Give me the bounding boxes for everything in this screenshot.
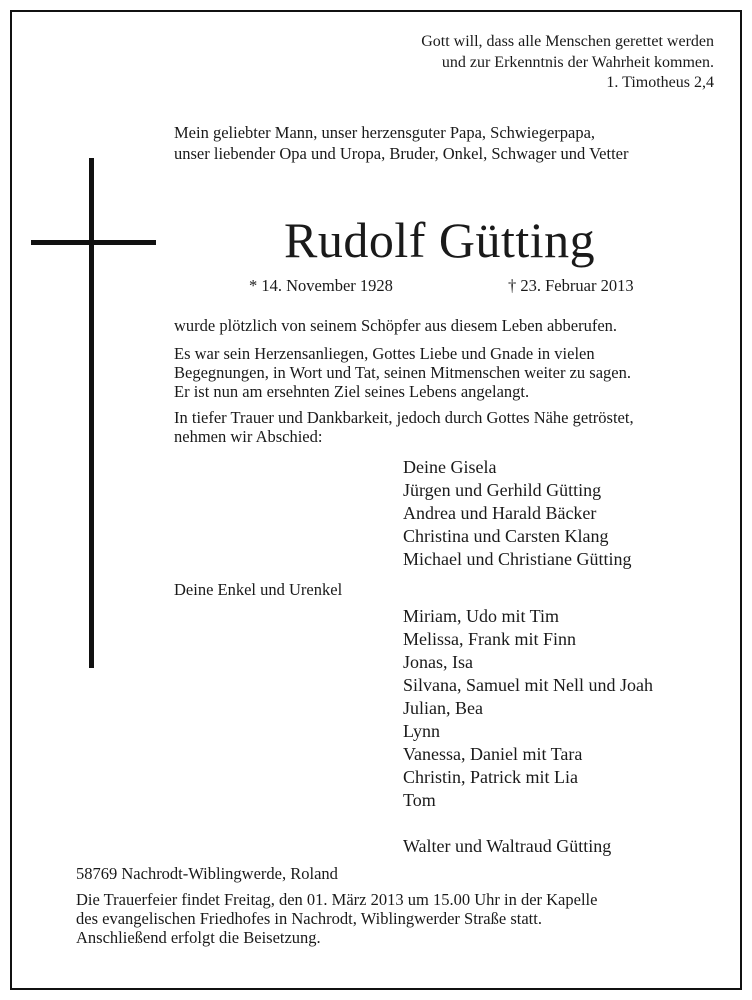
mourner-sibling: Walter und Waltraud Gütting <box>403 836 612 856</box>
mourner-entry: Deine Gisela <box>403 457 497 477</box>
mourner-entry: Michael und Christiane Gütting <box>403 549 632 569</box>
mourners-grandchildren <box>403 605 653 812</box>
verse-reference: 1. Timotheus 2,4 <box>606 74 714 91</box>
intro-text <box>174 122 628 164</box>
verse-line: und zur Erkenntnis der Wahrheit kommen. <box>441 53 714 71</box>
text-line: Er ist nun am ersehnten Ziel seines Lebens angelangt. <box>174 382 530 401</box>
mourner-entry: Julian, Bea <box>403 698 483 718</box>
address: 58769 Nachrodt-Wiblingwerde, Roland <box>76 864 338 883</box>
mourner-entry: Tom <box>403 790 436 810</box>
birth-date: * 14. November 1928 <box>249 276 393 295</box>
mourners-children <box>403 456 631 571</box>
text-line: wurde plötzlich von seinem Schöpfer aus diesem Leben abberufen. <box>174 316 618 335</box>
mourner-entry: Christin, Patrick mit Lia <box>403 767 578 787</box>
text-paragraph <box>174 344 631 401</box>
deceased-name: Rudolf Gütting <box>284 212 596 268</box>
text-line: nehmen wir Abschied: <box>174 427 323 446</box>
death-date: † 23. Februar 2013 <box>508 276 634 295</box>
funeral-line: Anschließend erfolgt die Beisetzung. <box>76 928 321 947</box>
mourner-entry: Jürgen und Gerhild Gütting <box>403 480 602 500</box>
verse-line: Gott will, dass alle Menschen gerettet werden <box>421 33 714 50</box>
text-line: Es war sein Herzensanliegen, Gottes Liebe und Gnade in vielen <box>174 344 595 363</box>
cross-icon <box>89 158 94 668</box>
mourner-entry: Melissa, Frank mit Finn <box>403 629 577 649</box>
text-paragraph <box>174 316 617 335</box>
mourner-entry: Christina und Carsten Klang <box>403 526 609 546</box>
mourner-entry: Jonas, Isa <box>403 652 473 672</box>
mourner-entry: Miriam, Udo mit Tim <box>403 606 560 626</box>
funeral-line: des evangelischen Friedhofes in Nachrodt, Wiblingwerder Straße statt. <box>76 909 542 928</box>
intro-line: Mein geliebter Mann, unser herzensguter Papa, Schwiegerpapa, <box>174 123 596 142</box>
intro-line: unser liebender Opa und Uropa, Bruder, Onkel, Schwager und Vetter <box>174 144 629 163</box>
text-paragraph <box>174 408 634 446</box>
cross-icon-bar <box>31 240 156 245</box>
grandchildren-label: Deine Enkel und Urenkel <box>174 580 343 599</box>
text-line: In tiefer Trauer und Dankbarkeit, jedoch durch Gottes Nähe getröstet, <box>174 408 634 427</box>
mourner-entry: Vanessa, Daniel mit Tara <box>403 744 583 764</box>
mourner-entry: Lynn <box>403 721 441 741</box>
mourner-entry: Silvana, Samuel mit Nell und Joah <box>403 675 653 695</box>
funeral-line: Die Trauerfeier findet Freitag, den 01. März 2013 um 15.00 Uhr in der Kapelle <box>76 890 598 909</box>
text-line: Begegnungen, in Wort und Tat, seinen Mitmenschen weiter zu sagen. <box>174 363 631 382</box>
mourner-entry: Andrea und Harald Bäcker <box>403 503 597 523</box>
bible-verse <box>421 32 714 94</box>
funeral-info <box>76 890 597 947</box>
